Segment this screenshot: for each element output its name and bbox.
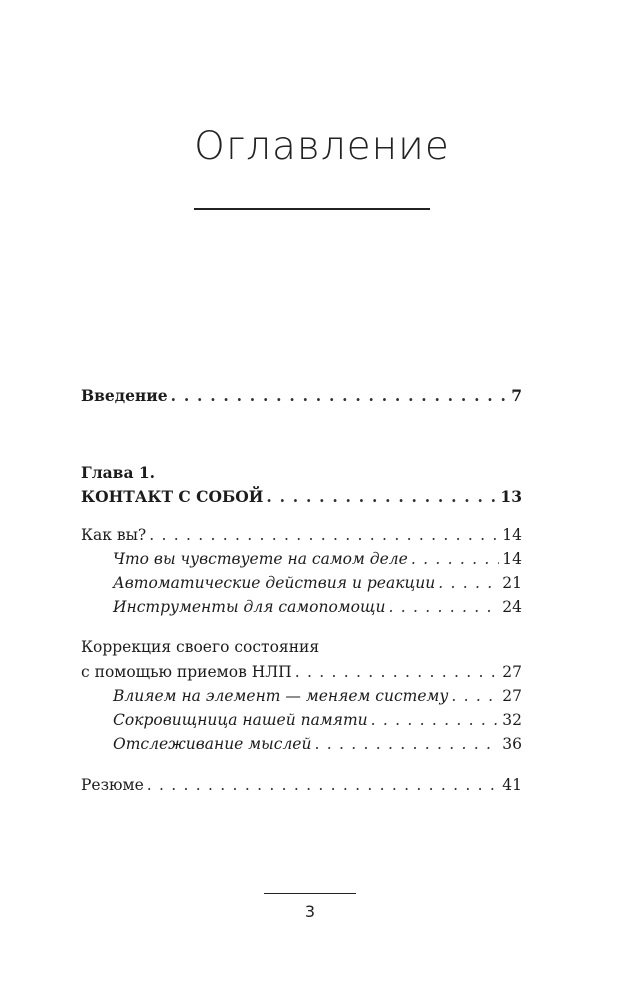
dot-leader xyxy=(411,549,499,569)
toc-subentry[interactable] xyxy=(113,573,522,593)
dot-leader xyxy=(371,710,500,730)
toc-subentry[interactable] xyxy=(113,710,522,730)
toc-entry-title: Отслеживание мыслей xyxy=(113,735,312,753)
page-number: 3 xyxy=(304,902,316,921)
toc-entry-title: Резюме xyxy=(81,776,144,794)
toc-entry-title: Как вы? xyxy=(81,526,147,544)
toc-entry-section-2[interactable] xyxy=(81,662,522,682)
toc-entry-title: КОНТАКТ С СОБОЙ xyxy=(81,487,264,506)
dot-leader xyxy=(149,525,499,545)
toc-entry-page: 36 xyxy=(502,735,522,753)
chapter-label: Глава 1. xyxy=(81,463,156,482)
toc-entry-title: Введение xyxy=(81,386,168,405)
toc-entry-title: с помощью приемов НЛП xyxy=(81,663,292,681)
dot-leader xyxy=(147,775,499,795)
dot-leader xyxy=(266,487,497,507)
dot-leader xyxy=(171,386,509,406)
toc-entry-section-2-line1: Коррекция своего состояния xyxy=(81,638,320,656)
toc-entry-page: 27 xyxy=(502,663,522,681)
toc-entry-summary[interactable] xyxy=(81,775,522,795)
dot-leader xyxy=(438,573,499,593)
toc-entry-page: 27 xyxy=(502,687,522,705)
page-number-rule xyxy=(264,893,356,894)
toc-entry-page: 32 xyxy=(502,711,522,729)
dot-leader xyxy=(451,686,499,706)
dot-leader xyxy=(295,662,500,682)
toc-entry-chapter-1[interactable] xyxy=(81,487,522,507)
toc-subentry[interactable] xyxy=(113,597,522,617)
toc-entry-title: Сокровищница нашей памяти xyxy=(113,711,368,729)
dot-leader xyxy=(388,597,499,617)
page-title: Оглавление xyxy=(194,124,450,169)
toc-entry-page: 41 xyxy=(502,776,522,794)
toc-entry-section-1[interactable] xyxy=(81,525,522,545)
toc-entry-page: 14 xyxy=(502,526,522,544)
toc-entry-page: 13 xyxy=(500,487,522,506)
toc-entry-title: Автоматические действия и реакции xyxy=(113,574,436,592)
toc-entry-intro[interactable] xyxy=(81,386,522,406)
toc-entry-page: 21 xyxy=(502,574,522,592)
dot-leader xyxy=(314,734,499,754)
title-underline xyxy=(194,208,430,210)
toc-entry-page: 24 xyxy=(502,598,522,616)
toc-entry-title: Влияем на элемент — меняем систему xyxy=(113,687,449,705)
toc-subentry[interactable] xyxy=(113,686,522,706)
toc-entry-page: 7 xyxy=(511,386,522,405)
toc-subentry[interactable] xyxy=(113,734,522,754)
toc-entry-page: 14 xyxy=(502,550,522,568)
toc-subentry[interactable] xyxy=(113,549,522,569)
toc-entry-title: Что вы чувствуете на самом деле xyxy=(113,550,408,568)
toc-entry-title: Инструменты для самопомощи xyxy=(113,598,386,616)
